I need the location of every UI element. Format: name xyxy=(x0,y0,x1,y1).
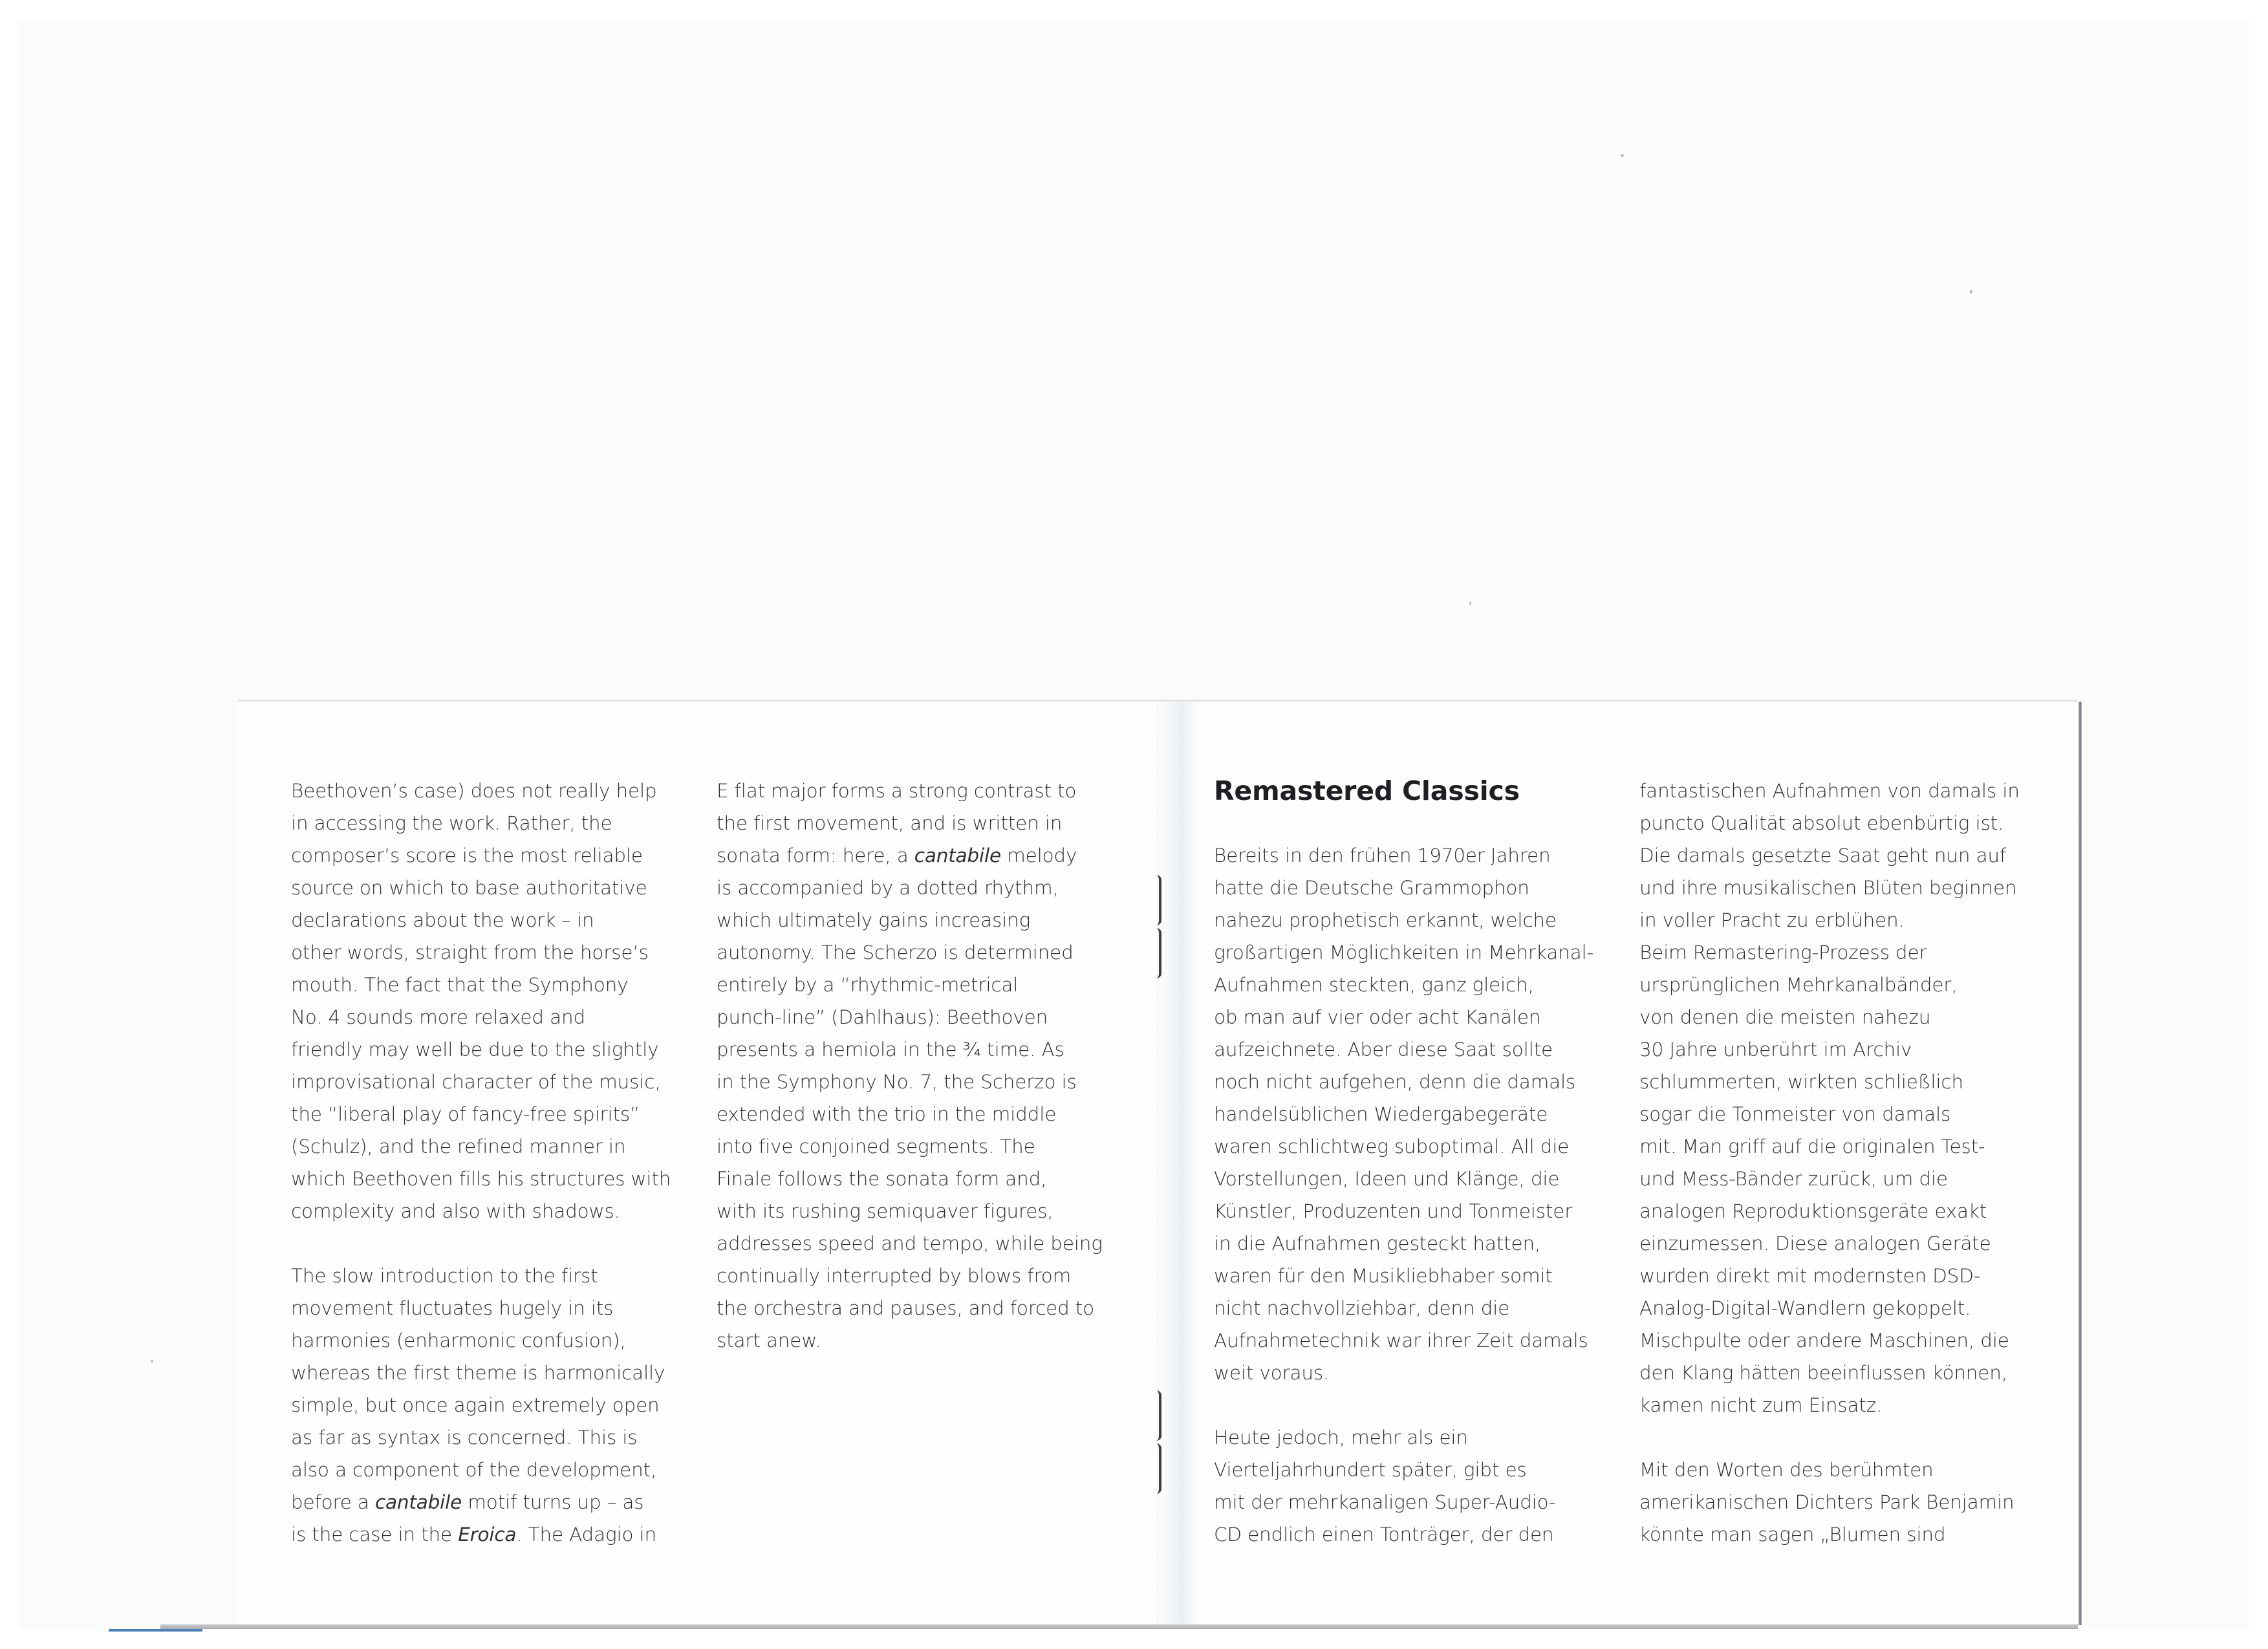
text-line: könnte man sagen „Blumen sind xyxy=(1639,1524,1946,1546)
text-line: Künstler, Produzenten und Tonmeister xyxy=(1214,1200,1573,1222)
text-line: amerikanischen Dichters Park Benjamin xyxy=(1639,1491,2014,1513)
text-line: und ihre musikalischen Blüten beginnen xyxy=(1639,877,2017,899)
text-line: den Klang hätten beeinflussen können, xyxy=(1639,1362,2007,1384)
dust-speck xyxy=(1970,290,1972,294)
text-line: composer’s score is the most reliable xyxy=(291,845,643,867)
text-line: into five conjoined segments. The xyxy=(717,1136,1035,1158)
paragraph-gap xyxy=(291,1227,737,1260)
text-line: which ultimately gains increasing xyxy=(717,909,1031,931)
text-line: großartigen Möglichkeiten in Mehrkanal- xyxy=(1214,942,1593,964)
text-line: nahezu prophetisch erkannt, welche xyxy=(1214,909,1557,931)
text-line: Beim Remastering-Prozess der xyxy=(1639,942,1927,964)
section-heading: Remastered Classics xyxy=(1214,775,1520,806)
text-line: harmonies (enharmonic confusion), xyxy=(291,1330,626,1352)
text-line: nicht nachvollziehbar, denn die xyxy=(1214,1297,1510,1319)
text-line: ob man auf vier oder acht Kanälen xyxy=(1214,1006,1541,1028)
text-line: Aufnahmetechnik war ihrer Zeit damals xyxy=(1214,1330,1588,1352)
right-page-column-2 xyxy=(1639,775,2086,1551)
right-page-column-1 xyxy=(1214,775,1660,1551)
text-line: autonomy. The Scherzo is determined xyxy=(717,942,1074,964)
left-page-column-1 xyxy=(291,775,737,1551)
text-line: Mischpulte oder andere Maschinen, die xyxy=(1639,1330,2009,1352)
text-line: The slow introduction to the first xyxy=(291,1265,598,1287)
text-line: weit voraus. xyxy=(1214,1362,1330,1384)
text-line: Bereits in den frühen 1970er Jahren xyxy=(1214,845,1551,867)
text-line: waren für den Musikliebhaber somit xyxy=(1214,1265,1553,1287)
text-line: source on which to base authoritative xyxy=(291,877,647,899)
text-line: friendly may well be due to the slightly xyxy=(291,1039,659,1061)
text-line: analogen Reproduktionsgeräte exakt xyxy=(1639,1200,1987,1222)
text-line: other words, straight from the horse’s xyxy=(291,942,649,964)
text-line: wurden direkt mit modernsten DSD- xyxy=(1639,1265,1981,1287)
text-line: addresses speed and tempo, while being xyxy=(717,1233,1103,1255)
dust-speck xyxy=(151,1360,153,1363)
text-line: aufzeichnete. Aber diese Saat sollte xyxy=(1214,1039,1553,1061)
text-line: sogar die Tonmeister von damals xyxy=(1639,1103,1951,1125)
text-line: start anew. xyxy=(717,1330,821,1352)
text-line: as far as syntax is concerned. This is xyxy=(291,1427,638,1449)
italic-term: Eroica xyxy=(458,1524,517,1546)
text-line: continually interrupted by blows from xyxy=(717,1265,1072,1287)
text-line: movement fluctuates hugely in its xyxy=(291,1297,614,1319)
text-line: einzumessen. Diese analogen Geräte xyxy=(1639,1233,1991,1255)
text-line: punch-line” (Dahlhaus): Beethoven xyxy=(717,1006,1048,1028)
text-line: Heute jedoch, mehr als ein xyxy=(1214,1427,1468,1449)
text-line: extended with the trio in the middle xyxy=(717,1103,1057,1125)
text-line: puncto Qualität absolut ebenbürtig ist. xyxy=(1639,812,2004,834)
text-line: in the Symphony No. 7, the Scherzo is xyxy=(717,1071,1077,1093)
italic-term: cantabile xyxy=(374,1491,462,1513)
text-line: fantastischen Aufnahmen von damals in xyxy=(1639,780,2020,802)
text-line: declarations about the work – in xyxy=(291,909,594,931)
text-line: (Schulz), and the refined manner in xyxy=(291,1136,626,1158)
text-line: und Mess-Bänder zurück, um die xyxy=(1639,1168,1948,1190)
paragraph-gap xyxy=(1214,807,1660,839)
text-line: Vierteljahrhundert später, gibt es xyxy=(1214,1459,1527,1481)
text-run: before a xyxy=(291,1491,375,1513)
text-line: improvisational character of the music, xyxy=(291,1071,661,1093)
italic-term: cantabile xyxy=(914,845,1001,867)
text-line: hatte die Deutsche Grammophon xyxy=(1214,877,1529,899)
text-line: the orchestra and pauses, and forced to xyxy=(717,1297,1095,1319)
text-line: Finale follows the sonata form and, xyxy=(717,1168,1047,1190)
text-line: von denen die meisten nahezu xyxy=(1639,1006,1931,1028)
paragraph-gap xyxy=(1214,1389,1660,1421)
text-line: noch nicht aufgehen, denn die damals xyxy=(1214,1071,1576,1093)
staple-icon xyxy=(1152,1443,1161,1494)
text-line: the first movement, and is written in xyxy=(717,812,1063,834)
text-run: . The Adagio in xyxy=(516,1524,656,1546)
text-line: mit. Man griff auf die originalen Test- xyxy=(1639,1136,1985,1158)
text-line: Vorstellungen, Ideen und Klänge, die xyxy=(1214,1168,1560,1190)
text-line: is accompanied by a dotted rhythm, xyxy=(717,877,1059,899)
text-line: complexity and also with shadows. xyxy=(291,1200,620,1222)
text-line: also a component of the development, xyxy=(291,1459,657,1481)
text-run: is the case in the xyxy=(291,1524,459,1546)
staple-icon xyxy=(1152,1390,1161,1441)
cover-edge-strip xyxy=(109,1629,202,1632)
text-line: Beethoven’s case) does not really help xyxy=(291,780,657,802)
text-line: ursprünglichen Mehrkanalbänder, xyxy=(1639,974,1958,996)
text-line: handelsüblichen Wiedergabegeräte xyxy=(1214,1103,1548,1125)
left-page-column-2 xyxy=(717,775,1163,1357)
dust-speck xyxy=(1621,154,1624,157)
text-line: with its rushing semiquaver figures, xyxy=(717,1200,1053,1222)
text-line: schlummerten, wirkten schließlich xyxy=(1639,1071,1963,1093)
text-line: mouth. The fact that the Symphony xyxy=(291,974,629,996)
text-line: 30 Jahre unberührt im Archiv xyxy=(1639,1039,1912,1061)
text-line: the “liberal play of fancy-free spirits” xyxy=(291,1103,640,1125)
text-line: in die Aufnahmen gesteckt hatten, xyxy=(1214,1233,1541,1255)
text-line: Aufnahmen steckten, ganz gleich, xyxy=(1214,974,1534,996)
text-line: waren schlichtweg suboptimal. All die xyxy=(1214,1136,1570,1158)
text-run: sonata form: here, a xyxy=(717,845,914,867)
text-run: melody xyxy=(1000,845,1077,867)
text-line: whereas the first theme is harmonically xyxy=(291,1362,665,1384)
text-line: in voller Pracht zu erblühen. xyxy=(1639,909,1905,931)
text-line: CD endlich einen Tonträger, der den xyxy=(1214,1524,1554,1546)
text-line: presents a hemiola in the ¾ time. As xyxy=(717,1039,1064,1061)
text-line: kamen nicht zum Einsatz. xyxy=(1639,1394,1883,1416)
text-line: E flat major forms a strong contrast to xyxy=(717,780,1077,802)
text-line: Analog-Digital-Wandlern gekoppelt. xyxy=(1639,1297,1971,1319)
text-line: No. 4 sounds more relaxed and xyxy=(291,1006,585,1028)
text-line xyxy=(717,839,1163,872)
text-line: Die damals gesetzte Saat geht nun auf xyxy=(1639,845,2007,867)
text-line: in accessing the work. Rather, the xyxy=(291,812,612,834)
text-line: mit der mehrkanaligen Super-Audio- xyxy=(1214,1491,1556,1513)
booklet-bottom-edge xyxy=(160,1624,2078,1629)
text-line xyxy=(291,1486,737,1518)
text-line: simple, but once again extremely open xyxy=(291,1394,660,1416)
text-line: which Beethoven fills his structures with xyxy=(291,1168,671,1190)
paragraph-gap xyxy=(1639,1421,2086,1454)
text-line: entirely by a “rhythmic-metrical xyxy=(717,974,1019,996)
text-run: motif turns up – as xyxy=(462,1491,644,1513)
booklet-spine xyxy=(1159,702,1198,1625)
text-line xyxy=(291,1518,737,1551)
text-line: Mit den Worten des berühmten xyxy=(1639,1459,1934,1481)
dust-speck xyxy=(1469,601,1471,605)
